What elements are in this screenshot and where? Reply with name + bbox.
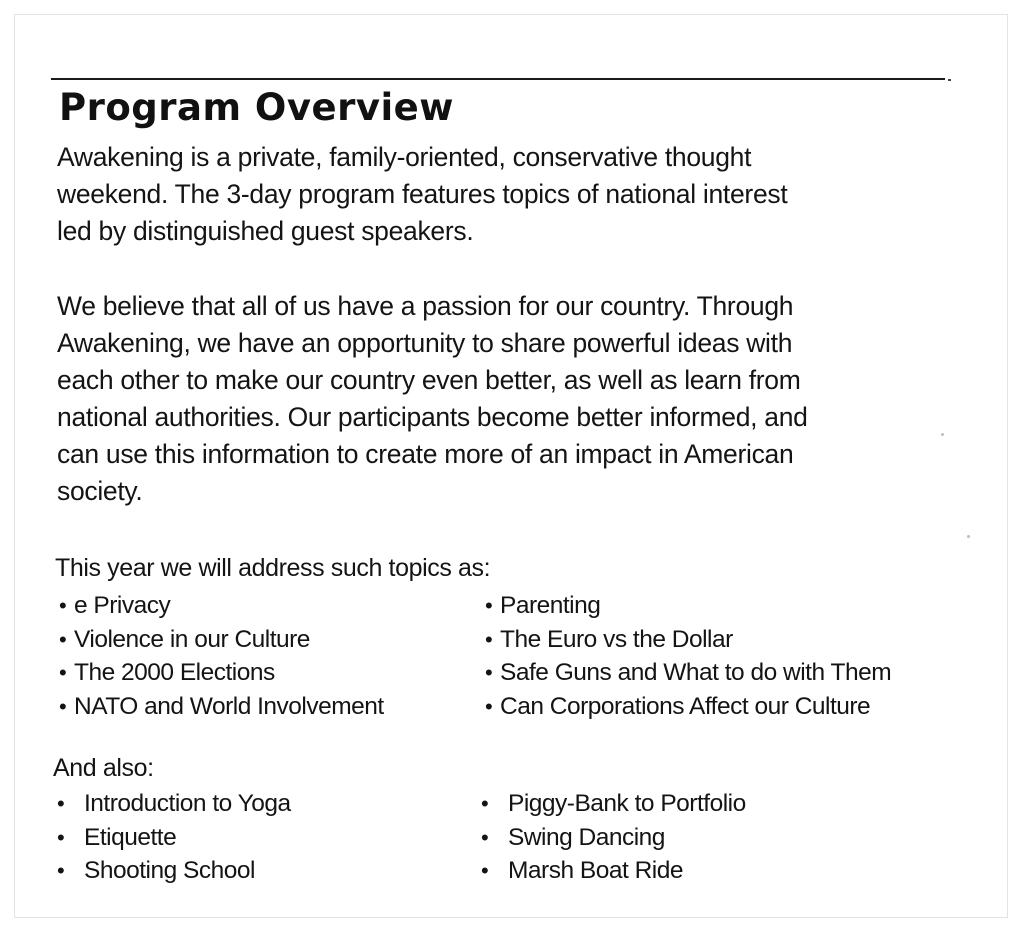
activity-label: Shooting School	[84, 857, 255, 884]
scan-speck	[941, 433, 944, 436]
topic-label: The Euro vs the Dollar	[500, 625, 733, 653]
list-item	[59, 589, 384, 623]
scan-speck	[967, 535, 970, 538]
bullet-icon: •	[59, 626, 67, 652]
list-item	[59, 623, 384, 657]
bullet-icon: •	[485, 693, 493, 719]
list-item	[59, 690, 384, 724]
topic-label: Parenting	[500, 592, 601, 619]
activity-label: Swing Dancing	[508, 823, 665, 851]
bullet-icon: •	[485, 593, 493, 618]
document-page	[14, 14, 1008, 918]
mission-paragraph: We believe that all of us have a passion for our country. Through Awakening, we have an opportunity to share powerful ideas with each other to make our country even better, as well as learn from national authorities. Our participants become better informed, and can use this information to create more of an impact in American society.	[57, 291, 808, 506]
topic-label: The 2000 Elections	[74, 659, 275, 686]
bullet-icon: •	[59, 693, 67, 719]
list-item	[57, 854, 291, 888]
rule-end-mark	[948, 79, 951, 81]
topic-label: Violence in our Culture	[74, 625, 310, 653]
list-item	[481, 854, 746, 888]
list-item	[59, 656, 384, 690]
bullet-icon: •	[485, 626, 493, 652]
topic-label: e Privacy	[74, 592, 171, 619]
bullet-icon: •	[59, 660, 67, 685]
list-item	[485, 690, 891, 724]
topics-list-left	[59, 589, 384, 723]
activity-label: Piggy-Bank to Portfolio	[508, 790, 746, 817]
also-list-right	[481, 787, 746, 888]
bullet-icon: •	[481, 824, 489, 850]
intro-paragraph: Awakening is a private, family-oriented, conservative thought weekend. The 3-day program features topics of national interest led by distinguished guest speakers.	[57, 142, 788, 246]
topics-heading: This year we will address such topics as:	[55, 554, 491, 582]
list-item	[481, 821, 746, 855]
topics-list-right	[485, 589, 891, 723]
list-item	[485, 589, 891, 623]
topic-label: Safe Guns and What to do with Them	[500, 659, 892, 686]
also-list-left	[57, 787, 291, 888]
bullet-icon: •	[57, 791, 65, 816]
list-item	[481, 787, 746, 821]
activity-label: Introduction to Yoga	[84, 790, 291, 817]
activity-label: Etiquette	[84, 823, 177, 851]
top-rule	[51, 78, 945, 80]
list-item	[485, 656, 891, 690]
activity-label: Marsh Boat Ride	[508, 857, 683, 884]
list-item	[57, 787, 291, 821]
topic-label: NATO and World Involvement	[74, 692, 384, 720]
bullet-icon: •	[57, 858, 65, 883]
list-item	[485, 623, 891, 657]
bullet-icon: •	[481, 858, 489, 883]
list-item	[57, 821, 291, 855]
bullet-icon: •	[485, 660, 493, 685]
topic-label: Can Corporations Affect our Culture	[500, 692, 871, 720]
also-heading: And also:	[53, 754, 154, 782]
bullet-icon: •	[481, 791, 489, 816]
page-title: Program Overview	[59, 86, 454, 129]
bullet-icon: •	[59, 593, 67, 618]
bullet-icon: •	[57, 824, 65, 850]
